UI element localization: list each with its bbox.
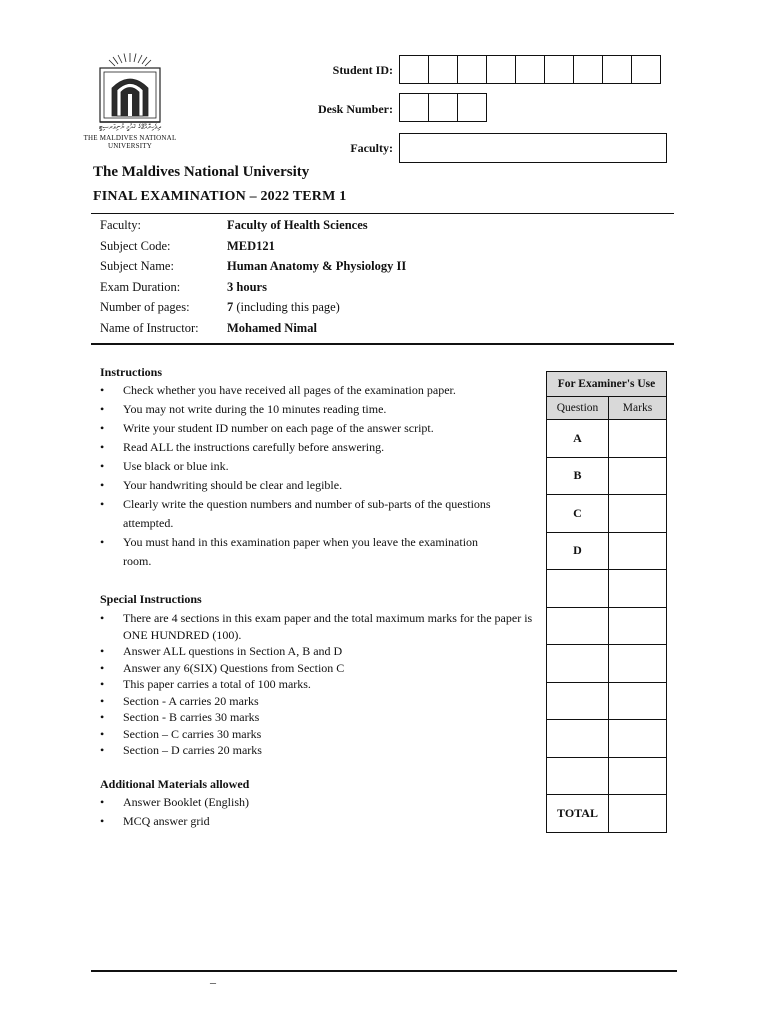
instruction-item: • Your handwriting should be clear and legible. bbox=[100, 476, 540, 495]
question-cell bbox=[547, 757, 609, 795]
student-id-cell[interactable] bbox=[515, 55, 544, 84]
question-cell: C bbox=[547, 495, 609, 533]
question-column-header: Question bbox=[547, 397, 609, 420]
desk-number-cell[interactable] bbox=[399, 93, 428, 122]
special-instructions-section bbox=[100, 592, 540, 759]
instruction-item: • You may not write during the 10 minutes reading time. bbox=[100, 400, 540, 419]
faculty-label: Faculty: bbox=[350, 141, 393, 155]
subject-code-value: MED121 bbox=[227, 238, 275, 253]
exam-title: FINAL EXAMINATION – 2022 TERM 1 bbox=[93, 189, 347, 204]
marks-cell[interactable] bbox=[609, 495, 667, 533]
university-name: The Maldives National University bbox=[93, 164, 310, 180]
logo-caption bbox=[80, 134, 180, 150]
duration-key: Exam Duration: bbox=[100, 279, 181, 294]
subject-code-key: Subject Code: bbox=[100, 238, 171, 253]
desk-number-cell[interactable] bbox=[428, 93, 457, 122]
subject-name-value: Human Anatomy & Physiology II bbox=[227, 259, 407, 273]
marks-cell[interactable] bbox=[609, 720, 667, 758]
footer-rule bbox=[91, 970, 677, 972]
student-id-cell[interactable] bbox=[428, 55, 457, 84]
question-cell bbox=[547, 682, 609, 720]
special-instructions-heading: Special Instructions bbox=[100, 592, 202, 606]
top-divider bbox=[91, 213, 674, 214]
logo-caption-line1: THE MALDIVES NATIONAL bbox=[83, 134, 177, 142]
desk-number-label: Desk Number: bbox=[318, 102, 393, 116]
logo-script-text: ދިވެހިރާއްޖޭގެ ޤައުމީ ޔުނިވަރސިޓީ bbox=[98, 123, 161, 131]
student-id-cell[interactable] bbox=[544, 55, 573, 84]
student-id-cell[interactable] bbox=[457, 55, 486, 84]
special-instruction-item: • Section – C carries 30 marks bbox=[100, 726, 540, 743]
instructions-heading: Instructions bbox=[100, 365, 163, 379]
examiner-title: For Examiner's Use bbox=[547, 372, 667, 397]
faculty-value: Faculty of Health Sciences bbox=[227, 218, 368, 232]
desk-number-cell[interactable] bbox=[457, 93, 487, 122]
total-label: TOTAL bbox=[547, 795, 609, 833]
student-id-cell[interactable] bbox=[486, 55, 515, 84]
subject-name-key: Subject Name: bbox=[100, 259, 174, 273]
marks-cell[interactable] bbox=[609, 420, 667, 458]
material-item: • Answer Booklet (English) bbox=[100, 793, 540, 812]
info-divider bbox=[91, 343, 674, 345]
pages-note: (including this page) bbox=[233, 300, 340, 314]
instructor-value: Mohamed Nimal bbox=[227, 320, 317, 335]
question-cell bbox=[547, 570, 609, 608]
special-instruction-item: • Section - A carries 20 marks bbox=[100, 693, 540, 710]
pages-key: Number of pages: bbox=[100, 300, 190, 314]
instruction-item: • Clearly write the question numbers and number of sub-parts of the questions attempted. bbox=[100, 495, 523, 533]
materials-section bbox=[100, 777, 540, 831]
instruction-item: • Write your student ID number on each page of the answer script. bbox=[100, 419, 540, 438]
question-cell: A bbox=[547, 420, 609, 458]
duration-value: 3 hours bbox=[227, 279, 267, 294]
marks-cell[interactable] bbox=[609, 607, 667, 645]
student-id-cell[interactable] bbox=[602, 55, 631, 84]
student-id-cell[interactable] bbox=[399, 55, 428, 84]
special-instruction-item: • Section – D carries 20 marks bbox=[100, 742, 540, 759]
special-instruction-item: • Section - B carries 30 marks bbox=[100, 709, 540, 726]
faculty-field[interactable] bbox=[399, 133, 667, 163]
instruction-item: • You must hand in this examination paper when you leave the examination room. bbox=[100, 533, 493, 571]
marks-cell[interactable] bbox=[609, 645, 667, 683]
student-id-boxes[interactable] bbox=[399, 55, 661, 84]
question-cell: D bbox=[547, 532, 609, 570]
marks-cell[interactable] bbox=[609, 532, 667, 570]
special-instruction-item: • This paper carries a total of 100 marks. bbox=[100, 676, 540, 693]
marks-cell[interactable] bbox=[609, 570, 667, 608]
instruction-item: • Use black or blue ink. bbox=[100, 457, 540, 476]
footer-dash: – bbox=[210, 975, 216, 989]
question-cell bbox=[547, 645, 609, 683]
student-id-label: Student ID: bbox=[332, 63, 393, 77]
material-item: • MCQ answer grid bbox=[100, 812, 540, 831]
marks-column-header: Marks bbox=[609, 397, 667, 420]
instructions-section bbox=[100, 365, 540, 571]
student-id-cell[interactable] bbox=[631, 55, 661, 84]
student-id-cell[interactable] bbox=[573, 55, 602, 84]
marks-cell[interactable] bbox=[609, 682, 667, 720]
examiner-table bbox=[546, 371, 667, 833]
question-cell: B bbox=[547, 457, 609, 495]
special-instruction-item: • Answer any 6(SIX) Questions from Section C bbox=[100, 660, 540, 677]
materials-heading: Additional Materials allowed bbox=[100, 777, 250, 791]
instruction-item: • Check whether you have received all pages of the examination paper. bbox=[100, 381, 540, 400]
logo-caption-line2: UNIVERSITY bbox=[108, 142, 152, 150]
pages-value: 7 bbox=[227, 300, 234, 314]
faculty-key: Faculty: bbox=[100, 218, 141, 232]
marks-cell[interactable] bbox=[609, 757, 667, 795]
instruction-item: • Read ALL the instructions carefully before answering. bbox=[100, 438, 540, 457]
question-cell bbox=[547, 720, 609, 758]
total-marks-cell[interactable] bbox=[609, 795, 667, 833]
special-instruction-item: • Answer ALL questions in Section A, B and D bbox=[100, 643, 540, 660]
desk-number-boxes[interactable] bbox=[399, 93, 487, 122]
special-instruction-item: • There are 4 sections in this exam paper and the total maximum marks for the paper is ONE HUNDRED (100). bbox=[100, 610, 543, 643]
marks-cell[interactable] bbox=[609, 457, 667, 495]
instructor-key: Name of Instructor: bbox=[100, 320, 199, 335]
question-cell bbox=[547, 607, 609, 645]
